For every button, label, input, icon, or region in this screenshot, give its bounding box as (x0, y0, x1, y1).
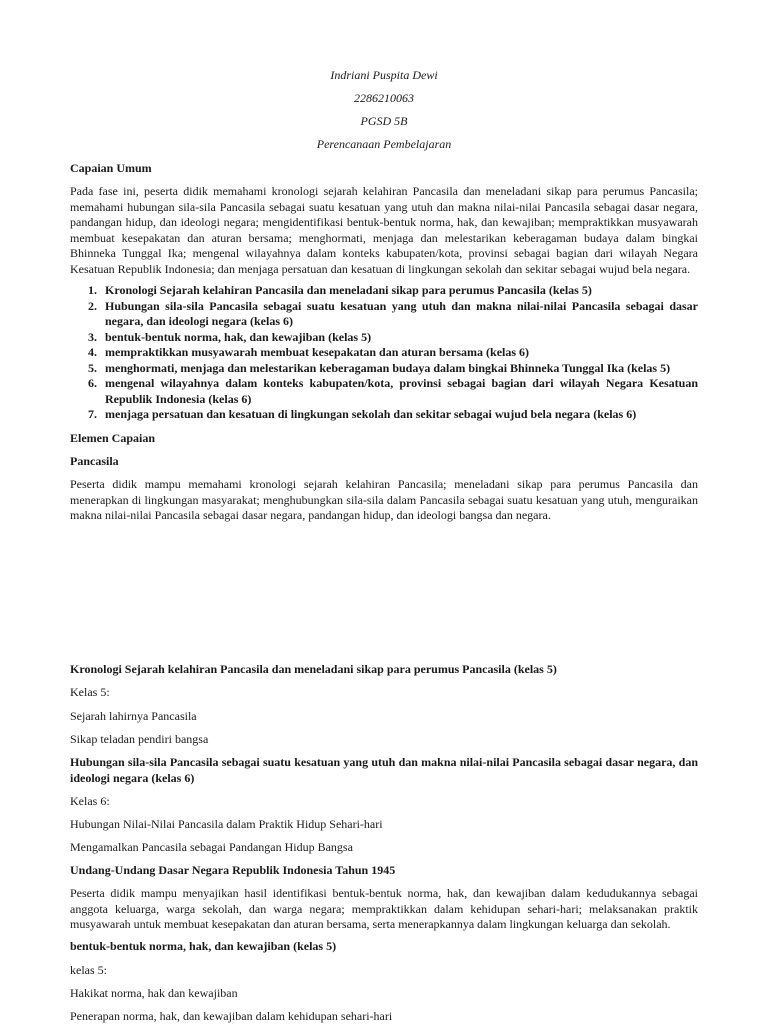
section-heading-norma: bentuk-bentuk norma, hak, dan kewajiban (kelas 5) (70, 939, 337, 953)
objective-text: menjaga persatuan dan kesatuan di lingkungan sekolah dan sekitar sebagai wujud bela negara (kelas 6) (105, 407, 637, 421)
topic-item: Sikap teladan pendiri bangsa (70, 732, 209, 746)
capaian-umum-paragraph: Pada fase ini, peserta didik memahami kronologi sejarah kelahiran Pancasila dan meneladani sikap para perumus Pancasila; memahami hubungan sila-sila Pancasila sebagai suatu kesatuan yang utuh dan makna nilai-nilai Pancasila sebagai dasar negara, pandangan hidup, dan ideologi negara; mengidentifikasi bentuk-bentuk norma, hak, dan kewajiban; mempraktikkan musyawarah membuat kesepakatan dan aturan bersama; menghormati, menjaga dan melestarikan keberagaman budaya dalam bingkai Bhinneka Tunggal Ika; mengenal wilayahnya dalam konteks kabupaten/kota, provinsi sebagai bagian dari wilayah Negara Kesatuan Republik Indonesia; dan menjaga persatuan dan kesatuan di lingkungan sekolah dan sekitar sebagai wujud bela negara. (70, 184, 698, 276)
objective-number: 5. (88, 360, 97, 375)
elemen-paragraph: Peserta didik mampu memahami kronologi sejarah kelahiran Pancasila; meneladani sikap para perumus Pancasila dan menerapkan di lingkungan masyarakat; menghubungkan sila-sila dalam Pancasila sebagai suatu kesatuan yang utuh, menguraikan makna nilai-nilai Pancasila sebagai dasar negara, pandangan hidup, dan ideologi bangsa dan negara. (70, 477, 698, 522)
objective-item (70, 407, 698, 423)
author-name: Indriani Puspita Dewi (330, 68, 438, 82)
objectives-list (70, 283, 698, 423)
objective-item (70, 330, 698, 346)
student-id: 2286210063 (354, 91, 414, 105)
topic-item: Hubungan Nilai-Nilai Pancasila dalam Praktik Hidup Sehari-hari (70, 817, 383, 831)
topic-item: Hakikat norma, hak dan kewajiban (70, 986, 238, 1000)
topic-item: Mengamalkan Pancasila sebagai Pandangan Hidup Bangsa (70, 840, 353, 854)
objective-text: mengenal wilayahnya dalam konteks kabupaten/kota, provinsi sebagai bagian dari wilayah Negara Kesatuan Republik Indonesia (kelas 6) (105, 376, 698, 406)
section-heading-kronologi: Kronologi Sejarah kelahiran Pancasila dan meneladani sikap para perumus Pancasila (kelas 5) (70, 662, 557, 676)
objective-number: 6. (88, 376, 97, 390)
elemen-heading: Elemen Capaian (70, 431, 156, 445)
objective-number: 1. (88, 283, 97, 297)
objective-text: mempraktikkan musyawarah membuat kesepakatan dan aturan bersama (kelas 6) (105, 345, 530, 359)
objective-item (70, 283, 698, 299)
objective-text: bentuk-bentuk norma, hak, dan kewajiban (kelas 5) (105, 329, 372, 344)
objective-number: 7. (88, 407, 97, 421)
objective-text: Kronologi Sejarah kelahiran Pancasila dan meneladani sikap para perumus Pancasila (kelas 5) (105, 283, 592, 297)
pancasila-subheading: Pancasila (70, 454, 119, 468)
topic-item: Sejarah lahirnya Pancasila (70, 709, 197, 723)
topic-item: Penerapan norma, hak, dan kewajiban dalam kehidupan sehari-hari (70, 1009, 393, 1023)
uud-paragraph: Peserta didik mampu menyajikan hasil identifikasi bentuk-bentuk norma, hak, dan kewajiban dalam kedudukannya sebagai anggota keluarga, warga sekolah, dan warga negara; mempraktikkan dalam kehidupan sehari-hari; melaksanakan praktik musyawarah untuk membuat kesepakatan dan aturan bersama, serta menerapkannya dalam lingkungan keluarga dan sekolah. (70, 886, 698, 931)
capaian-umum-heading: Capaian Umum (70, 161, 152, 175)
section-heading-hubungan: Hubungan sila-sila Pancasila sebagai suatu kesatuan yang utuh dan makna nilai-nilai Pancasila sebagai dasar negara, dan ideologi negara (kelas 6) (70, 755, 698, 785)
course-title: Perencanaan Pembelajaran (316, 137, 452, 151)
objective-number: 2. (88, 298, 97, 313)
objective-item (70, 376, 698, 407)
section-heading-uud: Undang-Undang Dasar Negara Republik Indonesia Tahun 1945 (70, 863, 396, 877)
objective-item (70, 299, 698, 330)
objective-number: 3. (88, 329, 97, 344)
objective-item (70, 361, 698, 377)
objective-number: 4. (88, 345, 97, 359)
grade-label: Kelas 5: (70, 685, 110, 699)
grade-label: Kelas 6: (70, 794, 110, 808)
objective-text: Hubungan sila-sila Pancasila sebagai suatu kesatuan yang utuh dan makna nilai-nilai Pancasila sebagai dasar negara, dan ideologi negara (kelas 6) (105, 298, 698, 328)
class-name: PGSD 5B (360, 114, 408, 128)
objective-item (70, 345, 698, 361)
objective-text: menghormati, menjaga dan melestarikan keberagaman budaya dalam bingkai Bhinneka Tunggal Ika (kelas 5) (105, 360, 671, 375)
grade-label: kelas 5: (70, 963, 107, 977)
